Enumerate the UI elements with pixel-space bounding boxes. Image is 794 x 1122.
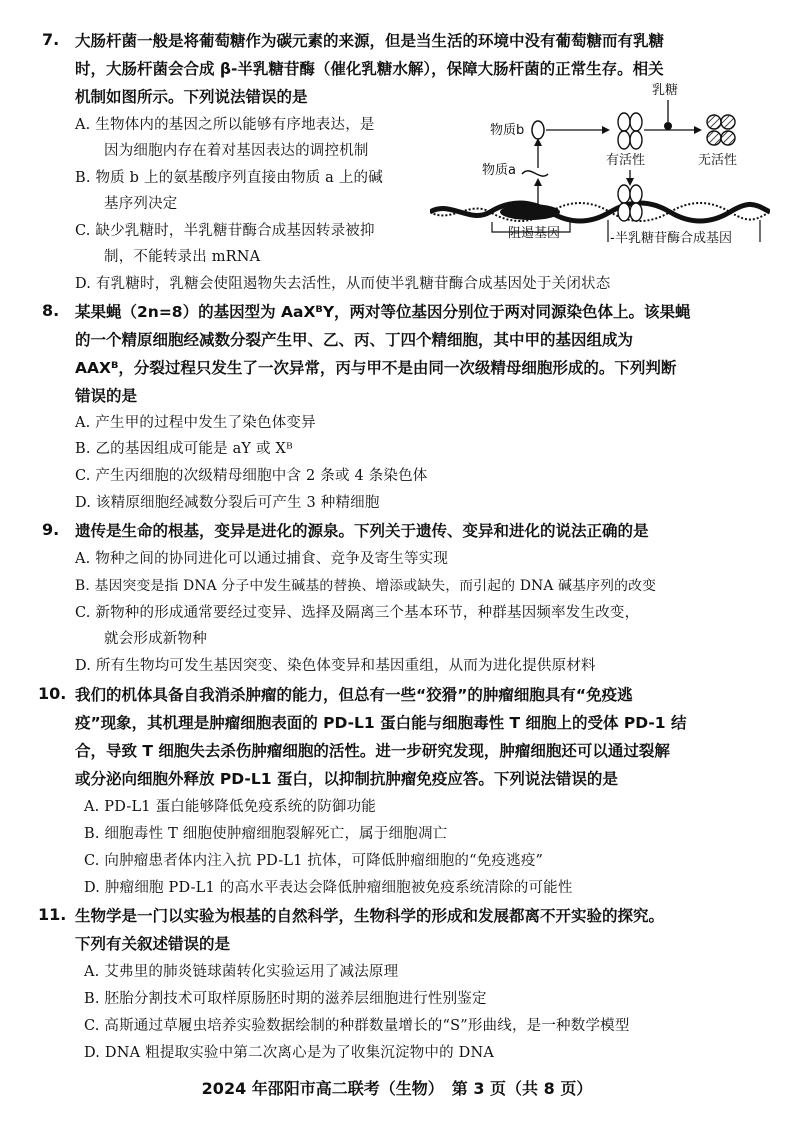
question-stem-line: 疫”现象，其机理是肿瘤细胞表面的 PD-L1 蛋白能与细胞毒性 T 细胞上的受体 PD-1 结 — [75, 714, 687, 732]
question-stem-line: 下列有关叙述错误的是 — [75, 935, 231, 953]
question-stem-line: 我们的机体具备自我消杀肿瘤的能力，但总有一些“狡猾”的肿瘤细胞具有“免疫逃 — [75, 686, 633, 704]
option-c: C. 产生丙细胞的次级精母细胞中含 2 条或 4 条染色体 — [75, 468, 428, 484]
option-a-cont: 因为细胞内存在着对基因表达的调控机制 — [104, 143, 369, 159]
question-number: 7. — [42, 30, 60, 49]
repressor-gene-label: 阻遏基因 — [508, 226, 561, 241]
question-stem-line: 错误的是 — [75, 387, 138, 405]
question-number: 8. — [42, 301, 60, 320]
option-b: B. 胚胎分割技术可取样原肠胚时期的滋养层细胞进行性别鉴定 — [84, 991, 487, 1007]
lactose-label: 乳糖 — [652, 83, 679, 98]
option-a: A. 物种之间的协同进化可以通过捕食、竞争及寄生等实现 — [75, 551, 449, 567]
inactive-label: 无活性 — [698, 153, 738, 168]
page-footer: 2024 年邵阳市高二联考（生物） 第 3 页（共 8 页） — [201, 1079, 593, 1098]
inactive-repressor — [707, 115, 735, 145]
enzyme-gene-label: 半乳糖苷酶合成基因 — [615, 231, 733, 246]
question-stem-line: 合，导致 T 细胞失去杀伤肿瘤细胞的活性。进一步研究发现，肿瘤细胞还可以通过裂解 — [75, 742, 670, 760]
option-d: D. DNA 粗提取实验中第二次离心是为了收集沉淀物中的 DNA — [84, 1045, 495, 1061]
option-d: D. 所有生物均可发生基因突变、染色体变异和基因重组，从而为进化提供原材料 — [75, 658, 596, 674]
question-stem-line: AAXᴮ，分裂过程只发生了一次异常，丙与甲不是由同一次级精母细胞形成的。下列判断 — [75, 359, 677, 377]
question-stem-line: 生物学是一门以实验为根基的自然科学，生物科学的形成和发展都离不开实验的探究。 — [75, 907, 665, 925]
option-b: B. 细胞毒性 T 细胞使肿瘤细胞裂解死亡，属于细胞凋亡 — [84, 826, 448, 842]
active-repressor — [618, 113, 642, 149]
option-d: D. 肿瘤细胞 PD-L1 的高水平表达会降低肿瘤细胞被免疫系统清除的可能性 — [84, 880, 573, 896]
question-stem-line: 时，大肠杆菌会合成 β-半乳糖苷酶（催化乳糖水解），保障大肠杆菌的正常生存。相关 — [75, 60, 664, 78]
question-stem-line: 某果蝇（2n=8）的基因型为 AaXᴮY，两对等位基因分别位于两对同源染色体上。该果蝇 — [75, 303, 691, 321]
option-c-cont: 制，不能转录出 mRNA — [104, 249, 261, 265]
question-number: 9. — [42, 520, 60, 539]
option-c: C. 缺少乳糖时，半乳糖苷酶合成基因转录被抑 — [75, 223, 375, 239]
question-number: 10. — [38, 684, 67, 703]
option-b: B. 基因突变是指 DNA 分子中发生碱基的替换、增添或缺失，而引起的 DNA 碱基序列的改变 — [75, 578, 657, 594]
option-a: A. 生物体内的基因之所以能够有序地表达，是 — [75, 117, 375, 133]
active-label: 有活性 — [606, 153, 646, 168]
question-stem-line: 遗传是生命的根基，变异是进化的源泉。下列关于遗传、变异和进化的说法正确的是 — [75, 522, 649, 540]
option-c: C. 新物种的形成通常要经过变异、选择及隔离三个基本环节，种群基因频率发生改变， — [75, 605, 640, 621]
option-b-cont: 基序列决定 — [104, 196, 178, 212]
substance-b-shape — [532, 121, 544, 139]
dna-helix — [430, 203, 770, 221]
lactose-dot — [664, 122, 672, 130]
question-number: 11. — [38, 905, 67, 924]
enzyme-gene-dash: - — [610, 231, 615, 246]
substance-a-label: 物质a — [482, 163, 516, 178]
option-c: C. 向肿瘤患者体内注入抗 PD-L1 抗体，可降低肿瘤细胞的“免疫逃疫” — [84, 853, 544, 869]
mrna-wave — [522, 171, 548, 176]
question-stem-line: 的一个精原细胞经减数分裂产生甲、乙、丙、丁四个精细胞，其中甲的基因组成为 — [75, 331, 634, 349]
option-c: C. 高斯通过草履虫培养实验数据绘制的种群数量增长的“S”形曲线，是一种数学模型 — [84, 1018, 630, 1034]
option-d: D. 有乳糖时，乳糖会使阻遏物失去活性，从而使半乳糖苷酶合成基因处于关闭状态 — [75, 276, 611, 292]
question-stem-line: 机制如图所示。下列说法错误的是 — [75, 88, 308, 106]
option-d: D. 该精原细胞经减数分裂后可产生 3 种精细胞 — [75, 495, 380, 511]
question-stem-line: 或分泌向细胞外释放 PD-L1 蛋白，以抑制抗肿瘤免疫应答。下列说法错误的是 — [75, 770, 618, 788]
option-a: A. 艾弗里的肺炎链球菌转化实验运用了减法原理 — [84, 964, 399, 980]
option-b: B. 物质 b 上的氨基酸序列直接由物质 a 上的碱 — [75, 170, 383, 186]
option-b: B. 乙的基因组成可能是 aY 或 Xᴮ — [75, 441, 293, 457]
substance-b-label: 物质b — [490, 123, 525, 138]
option-a: A. 产生甲的过程中发生了染色体变异 — [75, 415, 316, 431]
gene-regulation-diagram — [430, 82, 770, 257]
option-c-cont: 就会形成新物种 — [104, 631, 207, 647]
option-a: A. PD-L1 蛋白能够降低免疫系统的防御功能 — [84, 799, 377, 815]
question-stem-line: 大肠杆菌一般是将葡萄糖作为碳元素的来源，但是当生活的环境中没有葡萄糖而有乳糖 — [75, 32, 665, 50]
